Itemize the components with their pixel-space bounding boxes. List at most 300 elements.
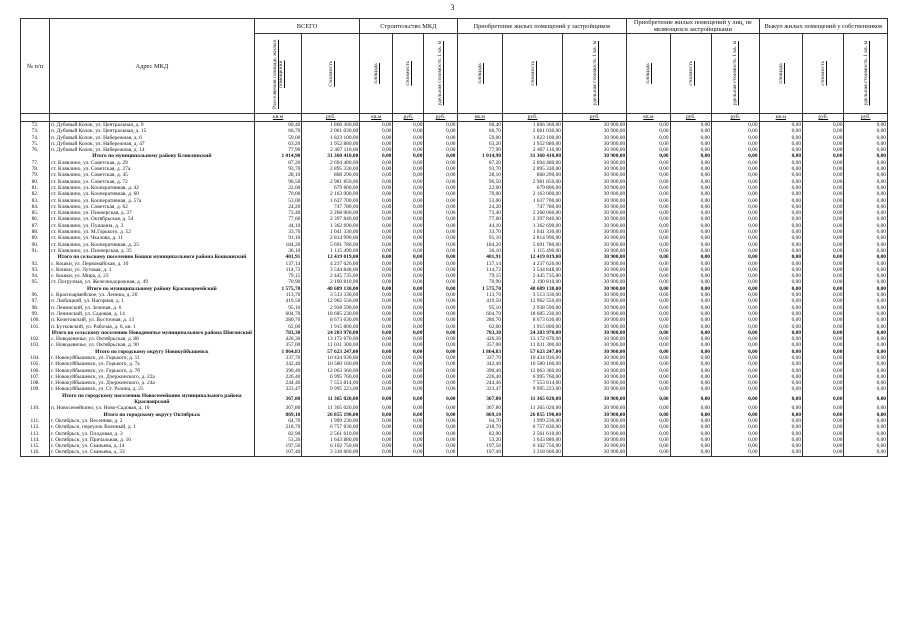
purchase-other-area-cell: 0,00: [627, 198, 670, 204]
construction-cost-cell: 0,00: [393, 147, 424, 153]
buyout-unit-cost-cell: 0,00: [844, 172, 888, 178]
buyout-area-cell: 0,00: [759, 279, 802, 285]
purchase-other-area-cell: 0,00: [627, 216, 670, 222]
total-area-cell: 197,50: [254, 443, 302, 449]
construction-area-cell: 0,00: [360, 330, 393, 336]
row-number: 75.: [21, 141, 50, 147]
purchase-dev-unit-cost-cell: 30 900,00: [563, 431, 627, 437]
table-row: [21, 449, 888, 456]
total-cost-cell: 2 814 990,00: [302, 235, 360, 241]
total-cost-cell: 1 115 490,00: [302, 248, 360, 254]
buyout-unit-cost-cell: 0,00: [844, 204, 888, 210]
row-number: 88.: [21, 229, 50, 235]
buyout-unit-cost-cell: 0,00: [844, 393, 888, 406]
row-number: 82.: [21, 191, 50, 197]
buyout-unit-cost-cell: 0,00: [844, 279, 888, 285]
purchase-other-cost-cell: 0,00: [670, 229, 711, 235]
purchase-dev-area-cell: 53,20: [457, 437, 503, 443]
construction-unit-cost-cell: 0,00: [424, 431, 457, 437]
total-area-cell: 33,70: [254, 229, 302, 235]
buyout-area-cell: 0,00: [759, 166, 802, 172]
buyout-cost-cell: 0,00: [803, 418, 844, 424]
total-cost-cell: 6 102 750,00: [302, 443, 360, 449]
total-area-cell: 64,70: [254, 418, 302, 424]
address-cell: г. Новокуйбышевск, ул. Горького, д. 11: [49, 355, 254, 361]
purchase-dev-unit-cost-cell: 30 900,00: [563, 273, 627, 279]
buyout-cost-cell: 0,00: [803, 198, 844, 204]
group-header-total: ВСЕГО: [254, 19, 360, 34]
sub-header-cost: стоимость: [393, 34, 424, 114]
total-cost-cell: 1 999 230,00: [302, 418, 360, 424]
address-cell: г. Октябрьск, переулок Военный, д. 1: [49, 424, 254, 430]
total-cost-cell: 12 419 019,00: [302, 254, 360, 260]
purchase-other-unit-cost-cell: 0,00: [712, 223, 760, 229]
purchase-dev-area-cell: 77,90: [457, 147, 503, 153]
purchase-dev-unit-cost-cell: 30 900,00: [563, 412, 627, 418]
col-header-address: Адрес МКД: [49, 19, 254, 114]
purchase-other-area-cell: 0,00: [627, 248, 670, 254]
sub-header-cost: стоимость: [670, 34, 711, 114]
purchase-dev-cost-cell: 1 952 880,00: [503, 141, 563, 147]
buyout-unit-cost-cell: 0,00: [844, 273, 888, 279]
address-cell: г. Новокуйбышевск, ул. Горького, д. 7а: [49, 361, 254, 367]
purchase-other-cost-cell: 0,00: [670, 368, 711, 374]
construction-cost-cell: 0,00: [393, 122, 424, 129]
purchase-dev-area-cell: 53,00: [457, 198, 503, 204]
row-number: 101.: [21, 324, 50, 330]
row-number: 78.: [21, 166, 50, 172]
address-cell: п. Дубовый Колок, ул. Центральная, д. 15: [49, 128, 254, 134]
total-area-cell: 95,10: [254, 305, 302, 311]
total-cost-cell: 679 800,00: [302, 185, 360, 191]
construction-area-cell: 0,00: [360, 305, 393, 311]
purchase-other-unit-cost-cell: 0,00: [712, 248, 760, 254]
total-area-cell: 783,30: [254, 330, 302, 336]
purchase-dev-area-cell: 91,10: [457, 235, 503, 241]
construction-unit-cost-cell: 0,00: [424, 292, 457, 298]
buyout-cost-cell: 0,00: [803, 172, 844, 178]
buyout-area-cell: 0,00: [759, 380, 802, 386]
purchase-other-area-cell: 0,00: [627, 210, 670, 216]
construction-cost-cell: 0,00: [393, 254, 424, 260]
buyout-unit-cost-cell: 0,00: [844, 431, 888, 437]
purchase-dev-area-cell: 66,70: [457, 128, 503, 134]
purchase-other-cost-cell: 0,00: [670, 349, 711, 355]
buyout-cost-cell: 0,00: [803, 204, 844, 210]
purchase-dev-cost-cell: 26 855 190,00: [503, 412, 563, 418]
construction-area-cell: 0,00: [360, 172, 393, 178]
construction-area-cell: 0,00: [360, 368, 393, 374]
total-area-cell: 113,70: [254, 292, 302, 298]
address-cell: ст. Клявлино, ул. Пионерская, д. 37: [49, 210, 254, 216]
address-cell: ст. Клявлино, ул. Кооперативная, д. 25: [49, 242, 254, 248]
purchase-dev-area-cell: 95,10: [457, 305, 503, 311]
unit-cell: кв.м: [457, 114, 503, 122]
purchase-other-cost-cell: 0,00: [670, 298, 711, 304]
construction-area-cell: 0,00: [360, 198, 393, 204]
purchase-other-unit-cost-cell: 0,00: [712, 198, 760, 204]
purchase-other-unit-cost-cell: 0,00: [712, 172, 760, 178]
total-area-cell: 367,80: [254, 405, 302, 411]
purchase-dev-unit-cost-cell: 30 900,00: [563, 305, 627, 311]
purchase-dev-area-cell: 59,00: [457, 135, 503, 141]
total-cost-cell: 2 561 610,00: [302, 431, 360, 437]
buyout-area-cell: 0,00: [759, 261, 802, 267]
purchase-other-area-cell: 0,00: [627, 342, 670, 348]
buyout-area-cell: 0,00: [759, 368, 802, 374]
total-cost-cell: 2 268 060,00: [302, 210, 360, 216]
construction-unit-cost-cell: 0,00: [424, 191, 457, 197]
row-number: 77.: [21, 160, 50, 166]
construction-cost-cell: 0,00: [393, 235, 424, 241]
purchase-dev-cost-cell: 2 190 810,00: [503, 279, 563, 285]
total-area-cell: 426,30: [254, 336, 302, 342]
buyout-cost-cell: 0,00: [803, 386, 844, 392]
purchase-other-unit-cost-cell: 0,00: [712, 135, 760, 141]
purchase-dev-unit-cost-cell: 30 900,00: [563, 191, 627, 197]
purchase-other-unit-cost-cell: 0,00: [712, 185, 760, 191]
buyout-area-cell: 0,00: [759, 235, 802, 241]
unit-cell: руб.: [803, 114, 844, 122]
buyout-cost-cell: 0,00: [803, 355, 844, 361]
total-cost-cell: 1 637 700,00: [302, 198, 360, 204]
construction-cost-cell: 0,00: [393, 229, 424, 235]
buyout-unit-cost-cell: 0,00: [844, 374, 888, 380]
construction-cost-cell: 0,00: [393, 386, 424, 392]
row-number: 84.: [21, 204, 50, 210]
purchase-other-area-cell: 0,00: [627, 298, 670, 304]
total-cost-cell: 2 938 590,00: [302, 305, 360, 311]
buyout-unit-cost-cell: 0,00: [844, 267, 888, 273]
purchase-other-cost-cell: 0,00: [670, 141, 711, 147]
construction-area-cell: 0,00: [360, 261, 393, 267]
purchase-dev-area-cell: 113,70: [457, 292, 503, 298]
row-number: 102.: [21, 336, 50, 342]
construction-area-cell: 0,00: [360, 336, 393, 342]
buyout-area-cell: 0,00: [759, 267, 802, 273]
purchase-dev-cost-cell: 5 691 780,00: [503, 242, 563, 248]
purchase-other-unit-cost-cell: 0,00: [712, 449, 760, 456]
row-number: [21, 393, 50, 406]
purchase-other-cost-cell: 0,00: [670, 437, 711, 443]
construction-cost-cell: 0,00: [393, 342, 424, 348]
construction-cost-cell: 0,00: [393, 191, 424, 197]
purchase-dev-area-cell: 93,70: [457, 166, 503, 172]
purchase-dev-cost-cell: 2 561 610,00: [503, 431, 563, 437]
total-area-cell: 280,70: [254, 317, 302, 323]
buyout-area-cell: 0,00: [759, 248, 802, 254]
purchase-other-cost-cell: 0,00: [670, 198, 711, 204]
construction-area-cell: 0,00: [360, 324, 393, 330]
buyout-unit-cost-cell: 0,00: [844, 179, 888, 185]
purchase-dev-cost-cell: 6 102 750,00: [503, 443, 563, 449]
purchase-dev-cost-cell: 3 513 330,00: [503, 292, 563, 298]
row-number: 110.: [21, 405, 50, 411]
purchase-dev-area-cell: 367,80: [457, 393, 503, 406]
construction-unit-cost-cell: 0,00: [424, 412, 457, 418]
construction-area-cell: 0,00: [360, 286, 393, 292]
total-area-cell: 1 864,83: [254, 349, 302, 355]
address-cell: г. Октябрьск, ул. Сканьева, д. 33: [49, 449, 254, 456]
sub-header-area: площадь: [627, 34, 670, 114]
construction-unit-cost-cell: 0,00: [424, 449, 457, 456]
total-cost-cell: 5 691 780,00: [302, 242, 360, 248]
purchase-other-area-cell: 0,00: [627, 279, 670, 285]
purchase-other-cost-cell: 0,00: [670, 135, 711, 141]
purchase-dev-area-cell: 62,00: [457, 324, 503, 330]
buyout-cost-cell: 0,00: [803, 368, 844, 374]
buyout-area-cell: 0,00: [759, 147, 802, 153]
total-area-cell: 77,90: [254, 147, 302, 153]
construction-unit-cost-cell: 0,00: [424, 324, 457, 330]
total-cost-cell: 9 995 223,00: [302, 386, 360, 392]
total-area-cell: 869,10: [254, 412, 302, 418]
purchase-dev-unit-cost-cell: 30 900,00: [563, 254, 627, 260]
buyout-area-cell: 0,00: [759, 449, 802, 456]
total-area-cell: 367,80: [254, 393, 302, 406]
row-number: 76.: [21, 147, 50, 153]
construction-unit-cost-cell: 0,00: [424, 179, 457, 185]
purchase-dev-unit-cost-cell: 30 900,00: [563, 418, 627, 424]
construction-unit-cost-cell: 0,00: [424, 248, 457, 254]
address-cell: п. Любицкий, ул. Нагорная, д. 1: [49, 298, 254, 304]
row-number: 111.: [21, 418, 50, 424]
buyout-area-cell: 0,00: [759, 292, 802, 298]
purchase-other-cost-cell: 0,00: [670, 317, 711, 323]
purchase-other-cost-cell: 0,00: [670, 405, 711, 411]
construction-cost-cell: 0,00: [393, 412, 424, 418]
buyout-area-cell: 0,00: [759, 204, 802, 210]
purchase-dev-cost-cell: 2 407 110,00: [503, 147, 563, 153]
construction-cost-cell: 0,00: [393, 368, 424, 374]
buyout-cost-cell: 0,00: [803, 210, 844, 216]
construction-unit-cost-cell: 0,00: [424, 342, 457, 348]
purchase-other-area-cell: 0,00: [627, 374, 670, 380]
address-cell: г. Октябрьск, ул. Плодовая, д. 3: [49, 431, 254, 437]
buyout-cost-cell: 0,00: [803, 153, 844, 159]
buyout-unit-cost-cell: 0,00: [844, 330, 888, 336]
buyout-cost-cell: 0,00: [803, 298, 844, 304]
row-number: 72.: [21, 122, 50, 129]
construction-unit-cost-cell: 0,00: [424, 135, 457, 141]
purchase-dev-cost-cell: 2 445 735,00: [503, 273, 563, 279]
construction-unit-cost-cell: 0,00: [424, 437, 457, 443]
buyout-unit-cost-cell: 0,00: [844, 386, 888, 392]
total-area-cell: 184,20: [254, 242, 302, 248]
address-cell: Итого по сельскому поселению Новодевичье муниципального района Шигонский: [49, 330, 254, 336]
buyout-area-cell: 0,00: [759, 405, 802, 411]
purchase-other-area-cell: 0,00: [627, 261, 670, 267]
row-number: 99.: [21, 311, 50, 317]
purchase-other-unit-cost-cell: 0,00: [712, 179, 760, 185]
buyout-unit-cost-cell: 0,00: [844, 135, 888, 141]
buyout-area-cell: 0,00: [759, 424, 802, 430]
buyout-cost-cell: 0,00: [803, 185, 844, 191]
total-area-cell: 1 014,90: [254, 153, 302, 159]
buyout-area-cell: 0,00: [759, 311, 802, 317]
buyout-cost-cell: 0,00: [803, 235, 844, 241]
purchase-other-area-cell: 0,00: [627, 324, 670, 330]
purchase-other-unit-cost-cell: 0,00: [712, 261, 760, 267]
construction-unit-cost-cell: 0,00: [424, 242, 457, 248]
purchase-dev-area-cell: 869,10: [457, 412, 503, 418]
construction-area-cell: 0,00: [360, 185, 393, 191]
address-cell: с. Новодевичье, ул. Октябрьская, д. 88: [49, 336, 254, 342]
sub-header-area: площадь: [457, 34, 503, 114]
construction-cost-cell: 0,00: [393, 223, 424, 229]
total-cost-cell: 12 962 550,00: [302, 298, 360, 304]
buyout-unit-cost-cell: 0,00: [844, 166, 888, 172]
units-row: [21, 114, 888, 122]
construction-unit-cost-cell: 0,00: [424, 380, 457, 386]
buyout-cost-cell: 0,00: [803, 254, 844, 260]
construction-unit-cost-cell: 0,00: [424, 443, 457, 449]
purchase-other-area-cell: 0,00: [627, 267, 670, 273]
purchase-other-cost-cell: 0,00: [670, 393, 711, 406]
purchase-dev-unit-cost-cell: 30 900,00: [563, 229, 627, 235]
row-number: 95.: [21, 279, 50, 285]
table-total-row: [21, 153, 888, 159]
purchase-dev-cost-cell: 1 866 360,00: [503, 122, 563, 129]
purchase-dev-unit-cost-cell: 30 900,00: [563, 355, 627, 361]
construction-area-cell: 0,00: [360, 235, 393, 241]
purchase-dev-cost-cell: 2 694 480,00: [503, 160, 563, 166]
purchase-other-cost-cell: 0,00: [670, 374, 711, 380]
group-header-purchase-developers: Приобретение жилых помещений у застройщиков: [457, 19, 627, 34]
buyout-area-cell: 0,00: [759, 135, 802, 141]
buyout-unit-cost-cell: 0,00: [844, 141, 888, 147]
buyout-cost-cell: 0,00: [803, 273, 844, 279]
purchase-other-area-cell: 0,00: [627, 380, 670, 386]
purchase-dev-area-cell: 64,70: [457, 418, 503, 424]
purchase-dev-unit-cost-cell: 30 900,00: [563, 141, 627, 147]
purchase-dev-unit-cost-cell: 30 900,00: [563, 292, 627, 298]
purchase-dev-unit-cost-cell: 30 900,00: [563, 198, 627, 204]
address-cell: с. Кошки, ул. Первомайская, д. 10: [49, 261, 254, 267]
buyout-unit-cost-cell: 0,00: [844, 122, 888, 129]
purchase-dev-cost-cell: 48 689 130,00: [503, 286, 563, 292]
purchase-other-cost-cell: 0,00: [670, 147, 711, 153]
purchase-dev-unit-cost-cell: 30 900,00: [563, 204, 627, 210]
buyout-unit-cost-cell: 0,00: [844, 305, 888, 311]
purchase-dev-cost-cell: 10 580 160,00: [503, 361, 563, 367]
buyout-area-cell: 0,00: [759, 122, 802, 129]
purchase-dev-area-cell: 114,72: [457, 267, 503, 273]
construction-unit-cost-cell: 0,00: [424, 349, 457, 355]
purchase-other-cost-cell: 0,00: [670, 424, 711, 430]
purchase-dev-area-cell: 323,47: [457, 386, 503, 392]
purchase-other-unit-cost-cell: 0,00: [712, 191, 760, 197]
purchase-other-cost-cell: 0,00: [670, 248, 711, 254]
buyout-unit-cost-cell: 0,00: [844, 349, 888, 355]
construction-unit-cost-cell: 0,00: [424, 210, 457, 216]
purchase-dev-area-cell: 33,70: [457, 229, 503, 235]
buyout-cost-cell: 0,00: [803, 324, 844, 330]
total-area-cell: 66,70: [254, 128, 302, 134]
total-cost-cell: 18 685 230,00: [302, 311, 360, 317]
buyout-unit-cost-cell: 0,00: [844, 368, 888, 374]
purchase-other-area-cell: 0,00: [627, 431, 670, 437]
construction-area-cell: 0,00: [360, 349, 393, 355]
buyout-area-cell: 0,00: [759, 198, 802, 204]
purchase-dev-unit-cost-cell: 30 900,00: [563, 317, 627, 323]
purchase-dev-cost-cell: 679 800,00: [503, 185, 563, 191]
purchase-dev-cost-cell: 2 814 990,00: [503, 235, 563, 241]
buyout-area-cell: 0,00: [759, 418, 802, 424]
buyout-cost-cell: 0,00: [803, 279, 844, 285]
address-cell: с. Кошки, ул. Луговая, д. 1: [49, 267, 254, 273]
total-cost-cell: 2 407 110,00: [302, 147, 360, 153]
construction-unit-cost-cell: 0,00: [424, 216, 457, 222]
total-area-cell: 107,40: [254, 449, 302, 456]
purchase-other-area-cell: 0,00: [627, 386, 670, 392]
purchase-dev-area-cell: 70,90: [457, 279, 503, 285]
construction-unit-cost-cell: 0,00: [424, 311, 457, 317]
construction-unit-cost-cell: 0,00: [424, 166, 457, 172]
construction-unit-cost-cell: 0,00: [424, 336, 457, 342]
total-cost-cell: 26 855 190,00: [302, 412, 360, 418]
sub-header-unit-cost: удельная стоимость 1 кв. м: [424, 34, 457, 114]
buyout-cost-cell: 0,00: [803, 311, 844, 317]
construction-area-cell: 0,00: [360, 273, 393, 279]
purchase-other-unit-cost-cell: 0,00: [712, 336, 760, 342]
purchase-other-area-cell: 0,00: [627, 449, 670, 456]
purchase-dev-unit-cost-cell: 30 900,00: [563, 122, 627, 129]
purchase-other-cost-cell: 0,00: [670, 386, 711, 392]
total-area-cell: 114,72: [254, 267, 302, 273]
purchase-other-cost-cell: 0,00: [670, 191, 711, 197]
buyout-unit-cost-cell: 0,00: [844, 153, 888, 159]
buyout-cost-cell: 0,00: [803, 261, 844, 267]
total-cost-cell: 4 237 626,00: [302, 261, 360, 267]
purchase-other-area-cell: 0,00: [627, 393, 670, 406]
purchase-dev-area-cell: 197,50: [457, 443, 503, 449]
purchase-dev-cost-cell: 1 041 330,00: [503, 229, 563, 235]
purchase-dev-area-cell: 342,40: [457, 361, 503, 367]
total-cost-cell: 747 780,00: [302, 204, 360, 210]
construction-area-cell: 0,00: [360, 248, 393, 254]
address-cell: п. Дубовый Колок, ул. Набережная, д. 47: [49, 141, 254, 147]
purchase-other-cost-cell: 0,00: [670, 216, 711, 222]
construction-area-cell: 0,00: [360, 229, 393, 235]
construction-area-cell: 0,00: [360, 153, 393, 159]
buyout-cost-cell: 0,00: [803, 191, 844, 197]
purchase-other-cost-cell: 0,00: [670, 286, 711, 292]
purchase-dev-unit-cost-cell: 30 900,00: [563, 267, 627, 273]
purchase-dev-cost-cell: 10 434 930,00: [503, 355, 563, 361]
address-cell: Итого по сельскому поселению Кошки муниципального района Кошкинский: [49, 254, 254, 260]
group-header-construction: Строительство МКД: [360, 19, 457, 34]
purchase-other-unit-cost-cell: 0,00: [712, 431, 760, 437]
row-number: 87.: [21, 223, 50, 229]
address-cell: п. Ленинский, ул. Зеленая, д. 6: [49, 305, 254, 311]
unit-cell: кв.м: [627, 114, 670, 122]
purchase-dev-area-cell: 337,70: [457, 355, 503, 361]
buyout-cost-cell: 0,00: [803, 437, 844, 443]
purchase-dev-area-cell: 60,40: [457, 122, 503, 129]
address-cell: г. Новокуйбышевск, ул. Дзержинского, д. 22а: [49, 374, 254, 380]
purchase-dev-cost-cell: 2 397 840,00: [503, 216, 563, 222]
address-cell: ст. Клявлино, ул. Советская, д. 27а: [49, 166, 254, 172]
construction-area-cell: 0,00: [360, 191, 393, 197]
purchase-dev-unit-cost-cell: 30 900,00: [563, 311, 627, 317]
address-cell: Итого по городскому округу Октябрьск: [49, 412, 254, 418]
construction-cost-cell: 0,00: [393, 179, 424, 185]
purchase-dev-area-cell: 82,90: [457, 431, 503, 437]
construction-unit-cost-cell: 0,00: [424, 317, 457, 323]
purchase-other-area-cell: 0,00: [627, 147, 670, 153]
construction-unit-cost-cell: 0,00: [424, 267, 457, 273]
